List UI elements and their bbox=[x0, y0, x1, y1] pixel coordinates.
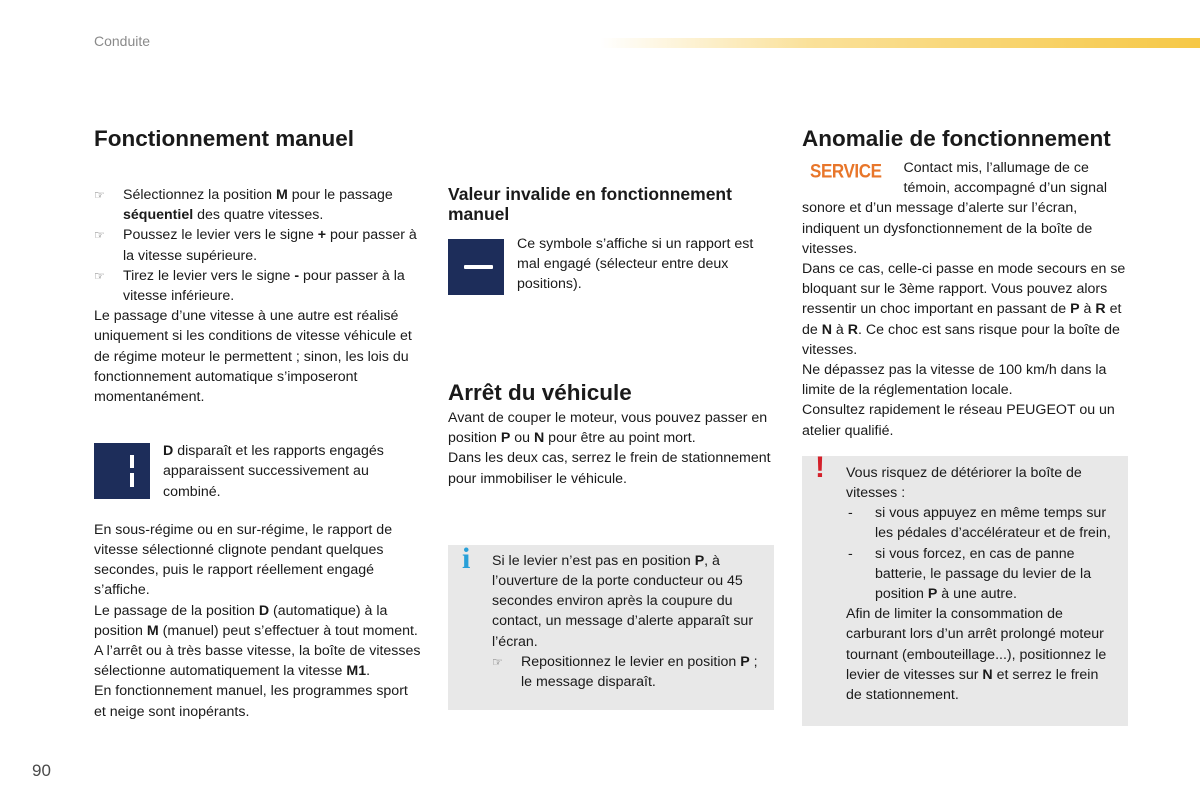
bullet-item: ☞ Repositionnez le levier en position P ; le message disparaît. bbox=[492, 652, 764, 692]
info-icon: i bbox=[462, 541, 471, 575]
warning-item: - si vous forcez, en cas de panne batterie, le passage du levier de la position P à une autre. bbox=[846, 544, 1114, 605]
column-manual-mode bbox=[94, 126, 422, 722]
bullet-item: ☞ Sélectionnez la position M pour le passage séquentiel des quatre vitesses. bbox=[94, 185, 422, 225]
bullet-item: ☞ Poussez le levier vers le signe + pour passer à la vitesse supérieure. bbox=[94, 225, 422, 265]
gear-display-block bbox=[94, 441, 422, 502]
section-title-manual: Fonctionnement manuel bbox=[94, 126, 355, 151]
service-warning-icon: SERVICE bbox=[810, 160, 882, 183]
warning-intro: Vous risquez de détériorer la boîte de vitesses : bbox=[846, 464, 1082, 502]
page-number: 90 bbox=[32, 761, 51, 780]
section-title-stop: Arrêt du véhicule bbox=[448, 380, 632, 405]
invalid-gear-icon bbox=[448, 239, 504, 295]
paragraph: Le passage de la position D (automatique) à la position M (manuel) peut s’effectuer à tout moment. bbox=[94, 602, 418, 639]
paragraph: A l’arrêt ou à très basse vitesse, la boîte de vitesses sélectionne automatiquement la vitesse M1. bbox=[94, 643, 421, 680]
paragraph: En fonctionnement manuel, les programmes sport et neige sont inopérants. bbox=[94, 683, 408, 720]
invalid-value-text: Ce symbole s’affiche si un rapport est mal engagé (sélecteur entre deux positions). bbox=[517, 236, 754, 293]
manual-bullet-list bbox=[94, 185, 422, 306]
paragraph: Avant de couper le moteur, vous pouvez passer en position P ou N pour être au point mort. Dans les deux cas, serrez le frein de stationnement pour immobiliser le véhicule. bbox=[448, 410, 771, 487]
info-text: Si le levier n’est pas en position P, à l’ouverture de la porte conducteur ou 45 secondes environ après la coupure du contact, un message d’alerte apparaît sur l’écran. bbox=[492, 552, 754, 650]
section-title-malfunction: Anomalie de fonctionnement bbox=[802, 126, 1111, 151]
paragraph: Le passage d’une vitesse à une autre est réalisé uniquement si les conditions de vitesse véhicule et de régime moteur le permettent ; sinon, les lois du fonctionnement automatique s’imposeront momentanément. bbox=[94, 308, 412, 406]
bullet-item: ☞ Tirez le levier vers le signe - pour passer à la vitesse inférieure. bbox=[94, 266, 422, 306]
info-bullet-list bbox=[492, 652, 764, 692]
gear-display-text: D disparaît et les rapports engagés apparaissent successivement au combiné. bbox=[163, 443, 384, 500]
warning-exclamation-icon: ! bbox=[815, 450, 825, 484]
paragraph: En sous-régime ou en sur-régime, le rapport de vitesse sélectionné clignote pendant quelques secondes, puis le rapport réellement engagé s’affiche. bbox=[94, 521, 393, 599]
warning-outro: Afin de limiter la consommation de carburant lors d’un arrêt prolongé moteur tournant (embouteillage...), positionnez le levier de vitesses sur N et serrez le frein de stationnement. bbox=[846, 606, 1107, 704]
paragraph: Consultez rapidement le réseau PEUGEOT ou un atelier qualifié. bbox=[802, 402, 1115, 439]
warning-item: - si vous appuyez en même temps sur les pédales d’accélérateur et de frein, bbox=[846, 503, 1114, 543]
warning-list bbox=[846, 503, 1114, 604]
paragraph: Ne dépassez pas la vitesse de 100 km/h dans la limite de la réglementation locale. bbox=[802, 362, 1107, 399]
paragraph: Dans ce cas, celle-ci passe en mode secours en se bloquant sur le 3ème rapport. Vous pouvez alors ressentir un choc important en passant de P à R et de N à R. Ce choc est sans risque pour la boîte de vitesses. bbox=[802, 261, 1126, 358]
header-accent-bar bbox=[600, 38, 1200, 48]
invalid-value-block bbox=[448, 238, 776, 295]
column-malfunction bbox=[802, 126, 1130, 726]
header-section-label: Conduite bbox=[94, 33, 151, 49]
info-box bbox=[448, 541, 774, 710]
service-paragraph: SERVICE Contact mis, l’allumage de ce témoin, accompagné d’un signal sonore et d’un message d’alerte sur l’écran, indiquent un dysfonctionnement de la boîte de vitesses. bbox=[802, 160, 1108, 257]
section-title-invalid: Valeur invalide en fonctionnement manuel bbox=[448, 184, 732, 224]
column-invalid-and-stop bbox=[448, 184, 776, 710]
warning-box bbox=[802, 450, 1128, 726]
gear-indicator-icon bbox=[94, 443, 150, 499]
